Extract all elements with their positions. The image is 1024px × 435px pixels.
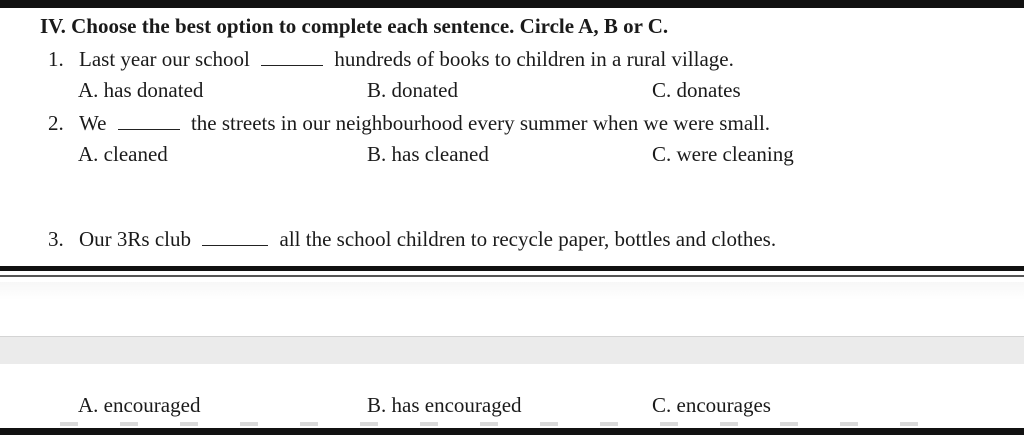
question-text-after: all the school children to recycle paper, bottles and clothes. [279, 227, 777, 251]
question-1 [48, 46, 734, 72]
option-a[interactable]: A. encouraged [78, 393, 201, 417]
question-3 [48, 226, 776, 252]
answer-blank[interactable] [261, 47, 323, 66]
option-b[interactable]: B. has cleaned [367, 142, 489, 166]
divider-thin [0, 275, 1024, 277]
option-c[interactable]: C. encourages [652, 393, 771, 417]
divider-thick [0, 266, 1024, 271]
faint-strip [0, 282, 1024, 300]
answer-blank[interactable] [202, 227, 268, 246]
option-c[interactable]: C. were cleaning [652, 142, 794, 166]
question-2 [48, 110, 770, 136]
faint-text-remnants [60, 422, 960, 426]
option-b[interactable]: B. donated [367, 78, 458, 102]
question-text-before: We [79, 111, 107, 135]
question-text-before: Our 3Rs club [79, 227, 191, 251]
option-c[interactable]: C. donates [652, 78, 741, 102]
option-a[interactable]: A. cleaned [78, 142, 168, 166]
question-number: 3. [48, 227, 64, 251]
question-text-before: Last year our school [79, 47, 250, 71]
question-text-after: the streets in our neighbourhood every summer when we were small. [190, 111, 771, 135]
question-number: 1. [48, 47, 64, 71]
top-border [0, 0, 1024, 8]
question-number: 2. [48, 111, 64, 135]
answer-blank[interactable] [118, 111, 180, 130]
gray-band [0, 337, 1024, 364]
exercise-heading: IV. Choose the best option to complete each sentence. Circle A, B or C. [40, 14, 669, 38]
question-text-after: hundreds of books to children in a rural village. [334, 47, 734, 71]
option-a[interactable]: A. has donated [78, 78, 204, 102]
option-b[interactable]: B. has encouraged [367, 393, 522, 417]
bottom-border [0, 428, 1024, 435]
